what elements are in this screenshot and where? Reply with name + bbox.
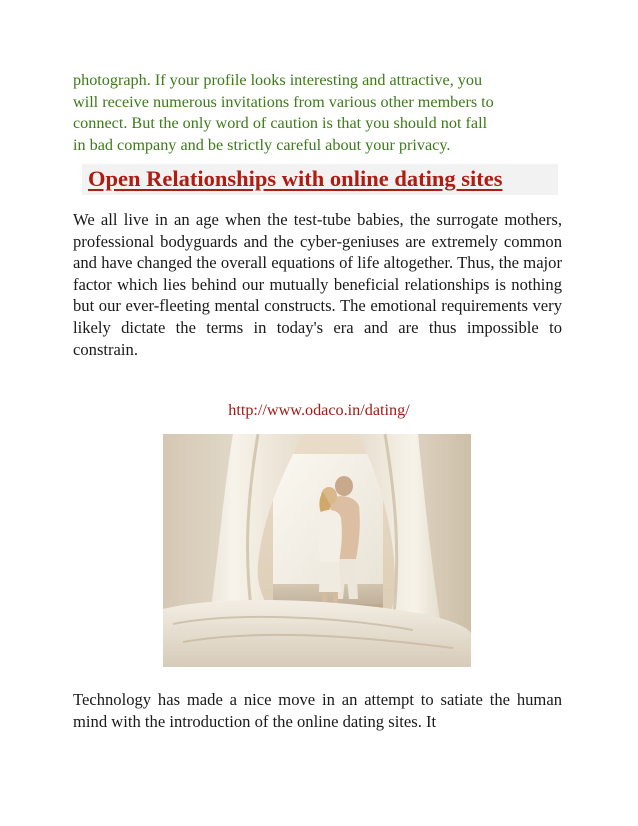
intro-paragraph: photograph. If your profile looks interesting and attractive, you will receive numerous invitations from various other members to connect. But the only word of caution is that you should not fall in bad company and be strictly careful about your privacy.: [73, 71, 494, 154]
body-paragraph-1: We all live in an age when the test-tube babies, the surrogate mothers, professional bodyguards and the cyber-geniuses are extremely common and have changed the overall equations of life altogether. Thus, the major factor which lies behind our mutually beneficial relationships is nothing but our ever-fleeting mental constructs. The emotional requirements very likely dictate the terms in today's era and are thus impossible to constrain.: [73, 210, 562, 359]
dating-link[interactable]: http://www.odaco.in/dating/: [228, 401, 410, 419]
body-paragraph-2: Technology has made a nice move in an attempt to satiate the human mind with the introduction of the online dating sites. It: [73, 690, 562, 731]
section-heading: Open Relationships with online dating sites: [82, 164, 558, 195]
couple-photo: [163, 434, 471, 667]
